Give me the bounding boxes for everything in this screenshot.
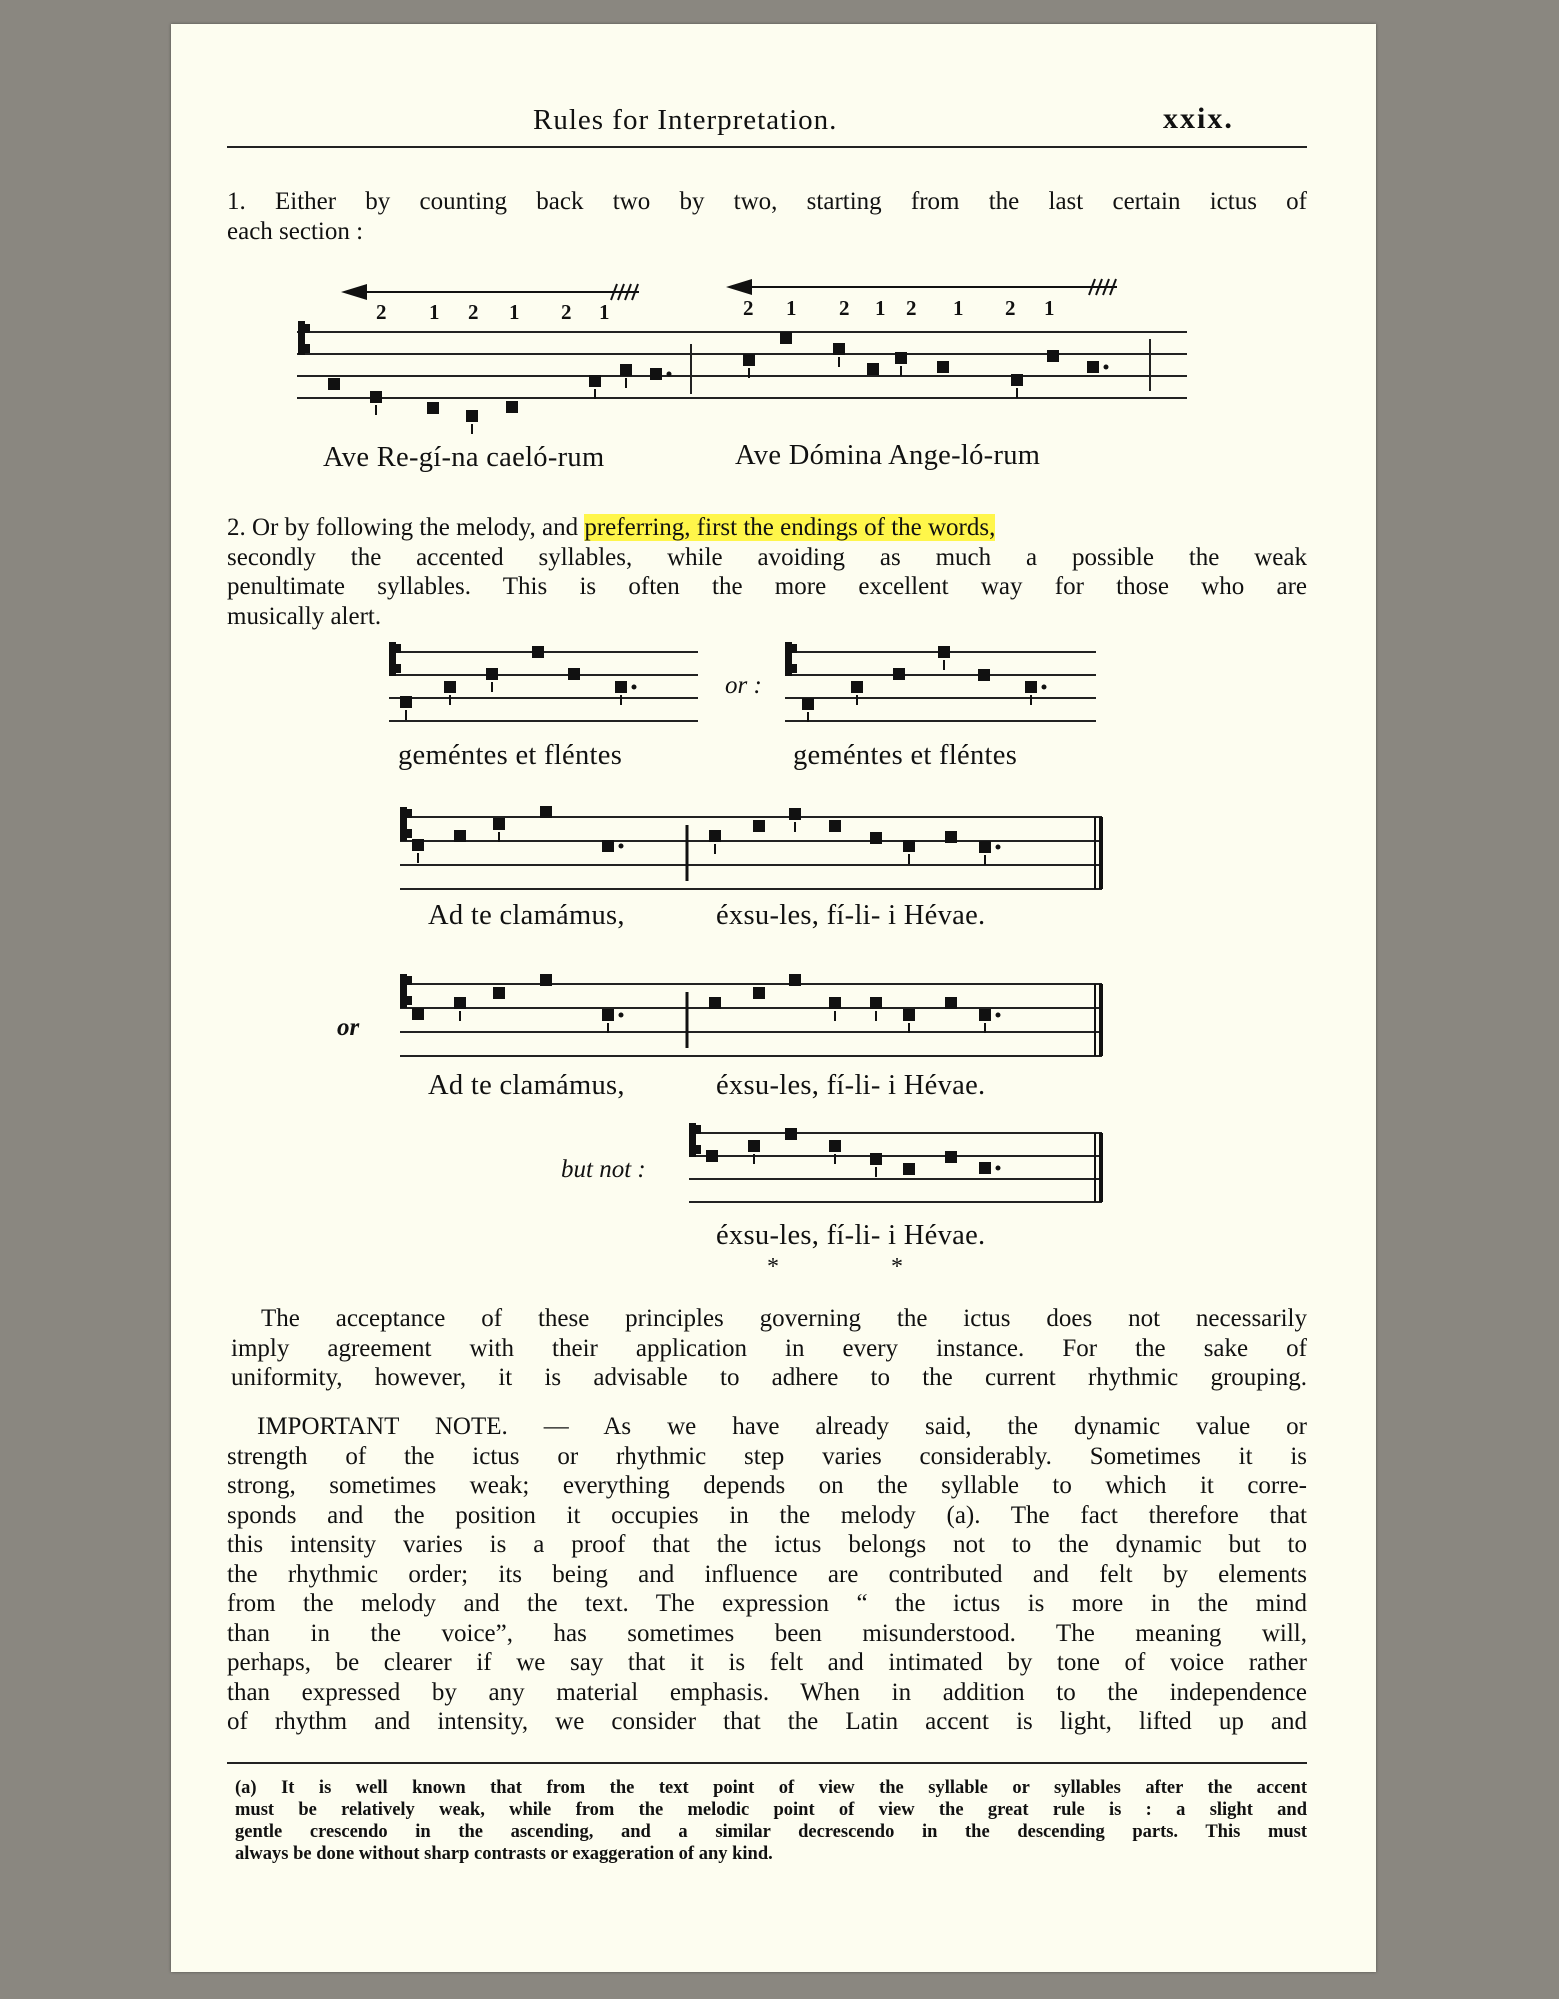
count-number: 2 — [839, 296, 850, 320]
neume-note — [945, 831, 957, 843]
rule2-line-3: penultimate syllables. This is often the more excellent way for those who are — [227, 573, 1307, 600]
rule1-line-2: each section : — [227, 217, 364, 245]
note-line-11: of rhythm and intensity, we consider that the Latin accent is light, lifted up and — [227, 1708, 1307, 1735]
neume-note — [938, 646, 950, 658]
neume-note — [870, 832, 882, 844]
neume-note — [979, 1162, 991, 1174]
neume-note — [903, 1163, 915, 1175]
neume-note — [903, 1009, 915, 1021]
footnote-rule — [227, 1762, 1307, 1764]
neume-note — [412, 839, 424, 851]
neume-note — [454, 997, 466, 1009]
asterisk-1: * — [767, 1254, 779, 1280]
count-number: 2 — [1005, 296, 1016, 320]
highlighted-text: preferring, first the endings of the words, — [584, 514, 996, 541]
lyric-ad-te-1: Ad te clamámus, — [428, 900, 625, 931]
neume-note — [412, 1008, 424, 1020]
lyric-exsules-1: éxsu-les, fí-li- i Hévae. — [716, 900, 986, 931]
important-note-paragraph — [227, 1412, 1307, 1737]
neume-note — [870, 997, 882, 1009]
lyric-exsules-2: éxsu-les, fí-li- i Hévae. — [716, 1070, 986, 1101]
note-line-8: than in the voice”, has sometimes been misunderstood. The meaning will, — [227, 1619, 1307, 1647]
rule2-line-4: musically alert. — [227, 602, 382, 630]
neume-note — [829, 997, 841, 1009]
neume-note — [706, 1150, 718, 1162]
neume-note — [802, 698, 814, 710]
neume-note — [789, 974, 801, 986]
or-colon-label: or : — [725, 672, 762, 699]
count-number: 1 — [953, 296, 964, 320]
count-number: 1 — [875, 296, 886, 320]
neume-note — [945, 1151, 957, 1163]
acceptance-paragraph — [231, 1304, 1307, 1393]
neume-note — [532, 646, 544, 658]
neume-note — [870, 1153, 882, 1165]
rule1-line-1: 1. Either by counting back two by two, starting from the last certain ictus of — [227, 188, 1307, 215]
count-number: 1 — [599, 300, 610, 324]
count-number: 1 — [1044, 296, 1055, 320]
neume-note — [829, 1140, 841, 1152]
or-label: or — [337, 1014, 360, 1041]
count-number: 1 — [786, 296, 797, 320]
neume-note — [486, 668, 498, 680]
neume-note — [851, 681, 863, 693]
book-page — [171, 24, 1376, 1972]
neume-note — [709, 830, 721, 842]
footnote-line-4: always be done without sharp contrasts or exaggeration of any kind. — [235, 1844, 773, 1864]
count-number: 1 — [429, 300, 440, 324]
note-line-5: this intensity varies is a proof that the ictus belongs not to the dynamic but to — [227, 1531, 1307, 1558]
but-not-label: but not : — [561, 1156, 646, 1183]
lyric-ave-regina: Ave Re-gí-na caeló-rum — [323, 442, 605, 473]
neume-note — [978, 669, 990, 681]
rule2-prefix: 2. Or by following the melody, and — [227, 514, 585, 541]
neume-note — [493, 818, 505, 830]
neume-note — [789, 808, 801, 820]
neume-note — [753, 820, 765, 832]
footnote — [235, 1777, 1307, 1865]
count-number: 2 — [561, 300, 572, 324]
footnote-line-2: must be relatively weak, while from the melodic point of view the great rule is : a slight and — [235, 1800, 1307, 1820]
lyric-gementes-a: geméntes et fléntes — [398, 740, 623, 771]
footnote-line-1: (a) It is well known that from the text point of view the syllable or syllables after the accent — [235, 1778, 1307, 1798]
neume-note — [1025, 681, 1037, 693]
count-number: 2 — [743, 296, 754, 320]
neume-note — [568, 668, 580, 680]
note-line-6: the rhythmic order; its being and influence are contributed and felt by elements — [227, 1560, 1307, 1588]
neume-note — [785, 1128, 797, 1140]
neume-note — [753, 987, 765, 999]
neume-note — [979, 841, 991, 853]
rule2-line-2: secondly the accented syllables, while avoiding as much a possible the weak — [227, 543, 1307, 571]
note-line-1: IMPORTANT NOTE. — As we have already said, the dynamic value or — [257, 1413, 1307, 1440]
neume-note — [945, 997, 957, 1009]
neume-note — [615, 681, 627, 693]
acceptance-line-3: uniformity, however, it is advisable to adhere to the current rhythmic grouping. — [231, 1364, 1307, 1391]
lyric-ad-te-2: Ad te clamámus, — [428, 1070, 625, 1101]
count-number: 2 — [468, 300, 479, 324]
footnote-line-3: gentle crescendo in the ascending, and a similar decrescendo in the descending parts. This must — [235, 1822, 1307, 1842]
count-number: 2 — [376, 300, 387, 324]
asterisk-2: * — [891, 1254, 903, 1280]
neume-note — [903, 840, 915, 852]
neume-note — [444, 681, 456, 693]
count-number: 2 — [906, 296, 917, 320]
count-number: 1 — [509, 300, 520, 324]
neume-note — [493, 987, 505, 999]
note-line-3: strong, sometimes weak; everything depends on the syllable to which it corre- — [227, 1472, 1307, 1499]
neume-note — [540, 806, 552, 818]
note-line-9: perhaps, be clearer if we say that it is felt and intimated by tone of voice rather — [227, 1649, 1307, 1676]
note-line-7: from the melody and the text. The expression “ the ictus is more in the mind — [227, 1590, 1307, 1617]
neume-note — [602, 1009, 614, 1021]
lyric-ave-domina: Ave Dómina Ange-ló-rum — [735, 440, 1041, 471]
page-number: xxix. — [1163, 102, 1234, 135]
lyric-exsules-3: éxsu-les, fí-li- i Hévae. — [716, 1220, 986, 1251]
neume-note — [979, 1009, 991, 1021]
note-line-2: strength of the ictus or rhythmic step varies considerably. Sometimes it is — [227, 1442, 1307, 1470]
neume-note — [540, 974, 552, 986]
acceptance-line-2: imply agreement with their application in every instance. For the sake of — [231, 1334, 1307, 1362]
acceptance-line-1: The acceptance of these principles governing the ictus does not necessarily — [261, 1305, 1307, 1332]
lyric-gementes-b: geméntes et fléntes — [793, 740, 1018, 771]
neume-note — [829, 820, 841, 832]
neume-note — [602, 840, 614, 852]
neume-note — [709, 997, 721, 1009]
note-line-10: than expressed by any material emphasis. When in addition to the independence — [227, 1678, 1307, 1706]
neume-note — [400, 696, 412, 708]
neume-note — [454, 830, 466, 842]
neume-note — [748, 1140, 760, 1152]
neume-note — [893, 668, 905, 680]
running-title: Rules for Interpretation. — [533, 104, 838, 136]
note-line-4: sponds and the position it occupies in the melody (a). The fact therefore that — [227, 1501, 1307, 1529]
